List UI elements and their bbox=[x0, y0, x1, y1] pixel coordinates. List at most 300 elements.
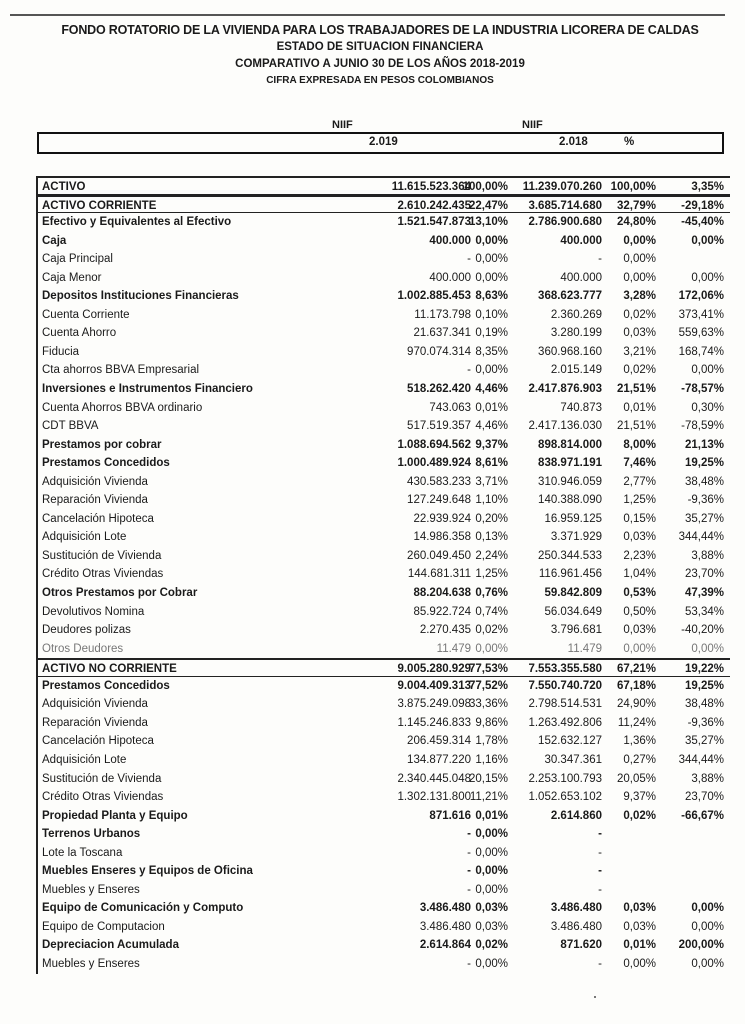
value-2019: 871.616 bbox=[429, 809, 471, 822]
variation-percent: 168,74% bbox=[678, 345, 724, 358]
percent-2018: 3,28% bbox=[623, 290, 656, 303]
variation-percent: 3,88% bbox=[691, 549, 724, 562]
table-row bbox=[38, 195, 730, 214]
percent-2019: 0,20% bbox=[475, 512, 508, 525]
percent-2019: 0,00% bbox=[475, 271, 508, 284]
value-2018: 1.052.653.102 bbox=[528, 791, 602, 804]
table-row bbox=[38, 250, 730, 269]
value-2018: 30.347.361 bbox=[544, 753, 602, 766]
table-row bbox=[38, 491, 730, 510]
percent-2019: 8,35% bbox=[475, 345, 508, 358]
percent-2019: 0,00% bbox=[475, 234, 508, 247]
percent-2018: 2,23% bbox=[623, 549, 656, 562]
variation-percent: 47,39% bbox=[684, 587, 724, 600]
niif-label-2019: NIIF bbox=[332, 119, 353, 131]
value-2019: 127.249.648 bbox=[407, 494, 471, 507]
value-2019: - bbox=[467, 846, 471, 859]
row-label: Muebles Enseres y Equipos de Oficina bbox=[42, 865, 253, 878]
row-label: Adquisición Vivienda bbox=[42, 475, 148, 488]
percent-2019: 9,86% bbox=[475, 716, 508, 729]
row-label: Caja Menor bbox=[42, 271, 102, 284]
value-2018: 3.486.480 bbox=[550, 920, 602, 933]
percent-2019: 0,76% bbox=[475, 587, 508, 600]
variation-percent: 0,00% bbox=[691, 957, 724, 970]
row-label: CDT BBVA bbox=[42, 420, 99, 433]
table-row bbox=[38, 176, 730, 195]
row-label: Cta ahorros BBVA Empresarial bbox=[42, 364, 200, 377]
value-2019: 11.615.523.364 bbox=[391, 181, 471, 193]
scan-speck bbox=[594, 996, 596, 998]
percent-2018: 67,21% bbox=[616, 663, 656, 676]
value-2019: 22.939.924 bbox=[413, 512, 471, 525]
percent-2018: 21,51% bbox=[616, 383, 656, 396]
value-2018: 250.344.533 bbox=[538, 549, 602, 562]
top-rule bbox=[10, 14, 725, 16]
percent-2018: 1,25% bbox=[623, 494, 656, 507]
table-row bbox=[38, 732, 730, 751]
percent-2018: 0,03% bbox=[623, 920, 656, 933]
value-2018: 11.239.070.260 bbox=[522, 181, 602, 193]
row-label: Otros Prestamos por Cobrar bbox=[42, 587, 198, 600]
niif-label-2018: NIIF bbox=[522, 119, 543, 131]
value-2018: 368.623.777 bbox=[538, 290, 602, 303]
value-2018: 3.796.681 bbox=[550, 624, 602, 637]
percent-2019: 8,63% bbox=[475, 290, 508, 303]
value-2019: 11.173.798 bbox=[414, 308, 471, 321]
value-2019: - bbox=[467, 253, 471, 266]
value-2018: 871.620 bbox=[560, 939, 602, 952]
variation-percent: 0,30% bbox=[691, 401, 724, 414]
row-label: Cuenta Ahorros BBVA ordinario bbox=[42, 401, 203, 414]
row-label: Reparación Vivienda bbox=[42, 494, 148, 507]
percent-2018: 67,18% bbox=[616, 679, 656, 692]
variation-percent: -78,59% bbox=[681, 420, 724, 433]
row-label: Muebles y Enseres bbox=[42, 883, 140, 896]
currency-note: CIFRA EXPRESADA EN PESOS COLOMBIANOS bbox=[266, 75, 494, 86]
row-label: Cancelación Hipoteca bbox=[42, 512, 154, 525]
table-row bbox=[38, 918, 730, 937]
value-2019: 1.521.547.873 bbox=[397, 216, 471, 229]
table-row bbox=[38, 677, 730, 696]
percent-2019: 1,25% bbox=[475, 568, 508, 581]
value-2018: - bbox=[598, 883, 602, 896]
value-2019: 3.875.249.098 bbox=[397, 698, 471, 711]
value-2018: 11.479 bbox=[567, 642, 602, 655]
variation-percent: 3,88% bbox=[691, 772, 724, 785]
percent-2018: 100,00% bbox=[610, 181, 656, 193]
percent-2018: 0,03% bbox=[623, 624, 656, 637]
percent-2018: 0,53% bbox=[623, 587, 656, 600]
variation-percent: -66,67% bbox=[681, 809, 724, 822]
value-2019: - bbox=[467, 828, 471, 841]
variation-percent: 23,70% bbox=[684, 568, 724, 581]
value-2018: 59.842.809 bbox=[544, 587, 602, 600]
percent-2019: 22,47% bbox=[468, 199, 508, 212]
row-label: Crédito Otras Viviendas bbox=[42, 568, 164, 581]
row-label: Devolutivos Nomina bbox=[42, 605, 145, 618]
percent-2019: 0,01% bbox=[475, 809, 508, 822]
row-label: Efectivo y Equivalentes al Efectivo bbox=[42, 216, 232, 229]
value-2019: 517.519.357 bbox=[407, 420, 471, 433]
entity-name: FONDO ROTATORIO DE LA VIVIENDA PARA LOS TRABAJADORES DE LA INDUSTRIA LICORERA DE CALDAS bbox=[61, 23, 699, 37]
row-label: Adquisición Lote bbox=[42, 753, 127, 766]
value-2018: 400.000 bbox=[560, 234, 602, 247]
value-2018: 2.253.100.793 bbox=[528, 772, 602, 785]
percent-2018: 0,27% bbox=[623, 753, 656, 766]
value-2019: 260.049.450 bbox=[407, 549, 471, 562]
percent-2019: 13,10% bbox=[468, 216, 508, 229]
table-row bbox=[38, 751, 730, 770]
row-label: Reparación Vivienda bbox=[42, 716, 148, 729]
value-2019: 518.262.420 bbox=[407, 383, 471, 396]
variation-percent: -78,57% bbox=[681, 383, 724, 396]
balance-sheet-table bbox=[36, 176, 730, 974]
value-2019: 2.610.242.435 bbox=[397, 199, 471, 212]
value-2019: 206.459.314 bbox=[407, 735, 471, 748]
table-row bbox=[38, 881, 730, 900]
table-row bbox=[38, 565, 730, 584]
value-2018: 3.280.199 bbox=[550, 327, 602, 340]
value-2019: 134.877.220 bbox=[407, 753, 471, 766]
table-row bbox=[38, 417, 730, 436]
value-2019: - bbox=[467, 957, 471, 970]
percent-2019: 3,71% bbox=[475, 475, 508, 488]
row-label: Cancelación Hipoteca bbox=[42, 735, 154, 748]
row-label: Otros Deudores bbox=[42, 642, 124, 655]
row-label: ACTIVO NO CORRIENTE bbox=[42, 663, 177, 676]
value-2019: 3.486.480 bbox=[419, 920, 471, 933]
variation-percent: 559,63% bbox=[678, 327, 724, 340]
value-2018: - bbox=[598, 957, 602, 970]
percent-2019: 0,00% bbox=[475, 846, 508, 859]
percent-2018: 0,00% bbox=[623, 271, 656, 284]
table-row bbox=[38, 807, 730, 826]
table-row bbox=[38, 510, 730, 529]
row-label: Cuenta Ahorro bbox=[42, 327, 117, 340]
row-label: Caja bbox=[42, 234, 67, 247]
value-2019: 430.583.233 bbox=[407, 475, 471, 488]
row-label: Crédito Otras Viviendas bbox=[42, 791, 164, 804]
year-header-box bbox=[37, 132, 724, 154]
value-2018: 116.961.456 bbox=[538, 568, 602, 581]
percent-2018: 8,00% bbox=[623, 438, 656, 451]
value-2019: 144.681.311 bbox=[407, 568, 471, 581]
variation-percent: 373,41% bbox=[678, 308, 724, 321]
table-row bbox=[38, 658, 730, 677]
value-2018: 3.371.929 bbox=[550, 531, 602, 544]
variation-percent: 0,00% bbox=[691, 234, 724, 247]
percent-2018: 0,00% bbox=[623, 253, 656, 266]
percent-2018: 0,50% bbox=[623, 605, 656, 618]
value-2018: 56.034.649 bbox=[544, 605, 602, 618]
percent-2019: 0,02% bbox=[475, 939, 508, 952]
percent-2019: 33,36% bbox=[468, 698, 508, 711]
value-2019: 970.074.314 bbox=[407, 345, 471, 358]
table-row bbox=[38, 547, 730, 566]
value-2018: - bbox=[598, 846, 602, 859]
row-label: Prestamos Concedidos bbox=[42, 679, 170, 692]
percent-2018: 0,01% bbox=[623, 939, 656, 952]
variation-percent: 19,25% bbox=[684, 679, 724, 692]
value-2019: - bbox=[467, 364, 471, 377]
row-label: Equipo de Comunicación y Computo bbox=[42, 902, 244, 915]
row-label: Sustitución de Vivienda bbox=[42, 549, 162, 562]
value-2018: 7.553.355.580 bbox=[528, 663, 602, 676]
table-row bbox=[38, 936, 730, 955]
percent-2019: 0,19% bbox=[475, 327, 508, 340]
value-2019: 1.000.489.924 bbox=[397, 457, 471, 470]
row-label: ACTIVO bbox=[42, 181, 86, 193]
percent-2018: 0,02% bbox=[623, 809, 656, 822]
percent-2018: 20,05% bbox=[616, 772, 656, 785]
percent-2018: 1,04% bbox=[623, 568, 656, 581]
row-label: Sustitución de Vivienda bbox=[42, 772, 162, 785]
table-row bbox=[38, 770, 730, 789]
row-label: Deudores polizas bbox=[42, 624, 131, 637]
value-2018: 2.417.876.903 bbox=[528, 383, 602, 396]
table-row bbox=[38, 324, 730, 343]
row-label: Inversiones e Instrumentos Financiero bbox=[42, 383, 253, 396]
value-2019: 400.000 bbox=[429, 234, 471, 247]
table-row bbox=[38, 399, 730, 418]
table-row bbox=[38, 528, 730, 547]
percent-2019: 77,52% bbox=[468, 679, 508, 692]
variation-percent: 19,25% bbox=[684, 457, 724, 470]
row-label: Terrenos Urbanos bbox=[42, 828, 141, 841]
value-2019: 88.204.638 bbox=[413, 587, 471, 600]
row-label: Depreciacion Acumulada bbox=[42, 939, 179, 952]
table-row bbox=[38, 361, 730, 380]
value-2019: 14.986.358 bbox=[413, 531, 471, 544]
percent-2019: 0,00% bbox=[475, 883, 508, 896]
percent-2018: 0,03% bbox=[623, 327, 656, 340]
value-2019: 21.637.341 bbox=[413, 327, 471, 340]
value-2018: 740.873 bbox=[560, 401, 602, 414]
value-2019: 11.479 bbox=[436, 642, 471, 655]
value-2018: 898.814.000 bbox=[538, 438, 602, 451]
row-label: Depositos Instituciones Financieras bbox=[42, 290, 239, 303]
variation-percent: 344,44% bbox=[678, 531, 724, 544]
year-2019: 2.019 bbox=[369, 136, 398, 148]
table-row bbox=[38, 343, 730, 362]
value-2018: 838.971.191 bbox=[538, 457, 602, 470]
table-row bbox=[38, 825, 730, 844]
variation-percent: 172,06% bbox=[678, 290, 724, 303]
percent-2019: 0,00% bbox=[475, 957, 508, 970]
percent-2019: 0,02% bbox=[475, 624, 508, 637]
variation-percent: 19,22% bbox=[684, 663, 724, 676]
value-2018: 2.360.269 bbox=[550, 308, 602, 321]
variation-percent: 23,70% bbox=[684, 791, 724, 804]
table-row bbox=[38, 436, 730, 455]
percent-2018: 0,00% bbox=[623, 642, 656, 655]
value-2018: - bbox=[598, 828, 602, 841]
table-row bbox=[38, 955, 730, 974]
percent-2019: 100,00% bbox=[462, 181, 508, 193]
table-row bbox=[38, 306, 730, 325]
row-label: Adquisición Lote bbox=[42, 531, 127, 544]
year-2018: 2.018 bbox=[559, 136, 588, 148]
value-2018: 16.959.125 bbox=[544, 512, 602, 525]
value-2018: 3.486.480 bbox=[550, 902, 602, 915]
value-2019: 85.922.724 bbox=[413, 605, 471, 618]
variation-percent: 0,00% bbox=[691, 642, 724, 655]
percent-2019: 0,00% bbox=[475, 642, 508, 655]
value-2018: 2.786.900.680 bbox=[528, 216, 602, 229]
variation-percent: 0,00% bbox=[691, 271, 724, 284]
table-row bbox=[38, 232, 730, 251]
variation-percent: 3,35% bbox=[691, 181, 724, 193]
percent-2019: 0,03% bbox=[475, 920, 508, 933]
percent-2018: 9,37% bbox=[623, 791, 656, 804]
value-2018: 2.417.136.030 bbox=[528, 420, 602, 433]
percent-2019: 0,13% bbox=[475, 531, 508, 544]
table-row bbox=[38, 621, 730, 640]
percent-2019: 0,00% bbox=[475, 865, 508, 878]
percent-2018: 0,15% bbox=[623, 512, 656, 525]
row-label: Adquisición Vivienda bbox=[42, 698, 148, 711]
percent-2019: 8,61% bbox=[475, 457, 508, 470]
row-label: Cuenta Corriente bbox=[42, 308, 130, 321]
table-row bbox=[38, 788, 730, 807]
value-2018: 360.968.160 bbox=[538, 345, 602, 358]
statement-title: ESTADO DE SITUACION FINANCIERA bbox=[276, 41, 484, 53]
percent-2019: 0,00% bbox=[475, 364, 508, 377]
table-row bbox=[38, 640, 730, 659]
table-row bbox=[38, 380, 730, 399]
value-2019: 1.002.885.453 bbox=[397, 290, 471, 303]
percent-2018: 2,77% bbox=[623, 475, 656, 488]
percent-2018: 0,01% bbox=[623, 401, 656, 414]
value-2019: 1.302.131.800 bbox=[397, 791, 471, 804]
value-2018: - bbox=[598, 253, 602, 266]
value-2019: 2.340.445.048 bbox=[397, 772, 471, 785]
row-label: Muebles y Enseres bbox=[42, 957, 140, 970]
variation-percent: 0,00% bbox=[691, 364, 724, 377]
row-label: Fiducia bbox=[42, 345, 80, 358]
table-row bbox=[38, 269, 730, 288]
value-2019: 1.088.694.562 bbox=[397, 438, 471, 451]
percent-2019: 20,15% bbox=[468, 772, 508, 785]
table-row bbox=[38, 899, 730, 918]
percent-2019: 2,24% bbox=[475, 549, 508, 562]
value-2018: 310.946.059 bbox=[538, 475, 602, 488]
percent-2018: 24,90% bbox=[616, 698, 656, 711]
value-2018: 140.388.090 bbox=[538, 494, 602, 507]
percent-2018: 0,00% bbox=[623, 234, 656, 247]
variation-percent: 38,48% bbox=[684, 698, 724, 711]
value-2018: 2.015.149 bbox=[550, 364, 602, 377]
variation-percent: -9,36% bbox=[687, 716, 724, 729]
percent-2019: 77,53% bbox=[468, 663, 508, 676]
report-header bbox=[30, 22, 730, 89]
value-2019: - bbox=[467, 865, 471, 878]
value-2018: 7.550.740.720 bbox=[528, 679, 602, 692]
table-row bbox=[38, 287, 730, 306]
percent-2019: 0,00% bbox=[475, 253, 508, 266]
percent-2019: 4,46% bbox=[475, 420, 508, 433]
period-title: COMPARATIVO A JUNIO 30 DE LOS AÑOS 2018-2019 bbox=[235, 58, 525, 70]
percent-2018: 0,02% bbox=[623, 364, 656, 377]
table-row bbox=[38, 213, 730, 232]
percent-2019: 0,00% bbox=[475, 828, 508, 841]
variation-percent: 0,00% bbox=[691, 902, 724, 915]
percent-2019: 1,10% bbox=[475, 494, 508, 507]
percent-2019: 9,37% bbox=[475, 438, 508, 451]
percent-2019: 1,16% bbox=[475, 753, 508, 766]
value-2019: 9.005.280.929 bbox=[397, 663, 471, 676]
variation-percent: -40,20% bbox=[681, 624, 724, 637]
percent-2018: 24,80% bbox=[616, 216, 656, 229]
table-row bbox=[38, 454, 730, 473]
table-row bbox=[38, 695, 730, 714]
value-2019: 2.614.864 bbox=[419, 939, 471, 952]
percent-2019: 1,78% bbox=[475, 735, 508, 748]
value-2018: 2.614.860 bbox=[550, 809, 602, 822]
table-row bbox=[38, 862, 730, 881]
percent-header: % bbox=[624, 136, 635, 148]
row-label: Caja Principal bbox=[42, 253, 113, 266]
row-label: Prestamos Concedidos bbox=[42, 457, 170, 470]
value-2018: 2.798.514.531 bbox=[528, 698, 602, 711]
row-label: ACTIVO CORRIENTE bbox=[42, 199, 157, 212]
value-2019: 2.270.435 bbox=[419, 624, 471, 637]
table-row bbox=[38, 603, 730, 622]
row-label: Lote la Toscana bbox=[42, 846, 123, 859]
percent-2019: 0,10% bbox=[475, 308, 508, 321]
variation-percent: 344,44% bbox=[678, 753, 724, 766]
value-2019: 400.000 bbox=[429, 271, 471, 284]
percent-2018: 11,24% bbox=[617, 716, 656, 729]
table-row bbox=[38, 714, 730, 733]
variation-percent: -29,18% bbox=[681, 199, 724, 212]
row-label: Equipo de Computacion bbox=[42, 920, 165, 933]
value-2019: 1.145.246.833 bbox=[397, 716, 471, 729]
value-2018: 152.632.127 bbox=[538, 735, 602, 748]
variation-percent: 38,48% bbox=[684, 475, 724, 488]
row-label: Propiedad Planta y Equipo bbox=[42, 809, 188, 822]
value-2019: - bbox=[467, 883, 471, 896]
percent-2018: 3,21% bbox=[623, 345, 656, 358]
percent-2018: 1,36% bbox=[623, 735, 656, 748]
value-2018: 1.263.492.806 bbox=[528, 716, 602, 729]
percent-2018: 0,02% bbox=[623, 308, 656, 321]
percent-2019: 0,01% bbox=[475, 401, 508, 414]
table-row bbox=[38, 844, 730, 863]
row-label: Prestamos por cobrar bbox=[42, 438, 162, 451]
value-2019: 3.486.480 bbox=[419, 902, 471, 915]
variation-percent: 21,13% bbox=[684, 438, 724, 451]
table-row bbox=[38, 584, 730, 603]
percent-2019: 11,21% bbox=[469, 791, 508, 804]
percent-2018: 0,00% bbox=[623, 957, 656, 970]
value-2018: 400.000 bbox=[560, 271, 602, 284]
value-2018: 3.685.714.680 bbox=[528, 199, 602, 212]
percent-2019: 0,03% bbox=[475, 902, 508, 915]
variation-percent: 35,27% bbox=[684, 735, 724, 748]
percent-2019: 0,74% bbox=[475, 605, 508, 618]
variation-percent: -9,36% bbox=[687, 494, 724, 507]
value-2019: 9.004.409.313 bbox=[397, 679, 471, 692]
variation-percent: 35,27% bbox=[684, 512, 724, 525]
variation-percent: 53,34% bbox=[684, 605, 724, 618]
variation-percent: 0,00% bbox=[691, 920, 724, 933]
value-2018: - bbox=[598, 865, 602, 878]
value-2019: 743.063 bbox=[429, 401, 471, 414]
variation-percent: -45,40% bbox=[681, 216, 724, 229]
percent-2018: 0,03% bbox=[623, 531, 656, 544]
percent-2018: 32,79% bbox=[616, 199, 656, 212]
